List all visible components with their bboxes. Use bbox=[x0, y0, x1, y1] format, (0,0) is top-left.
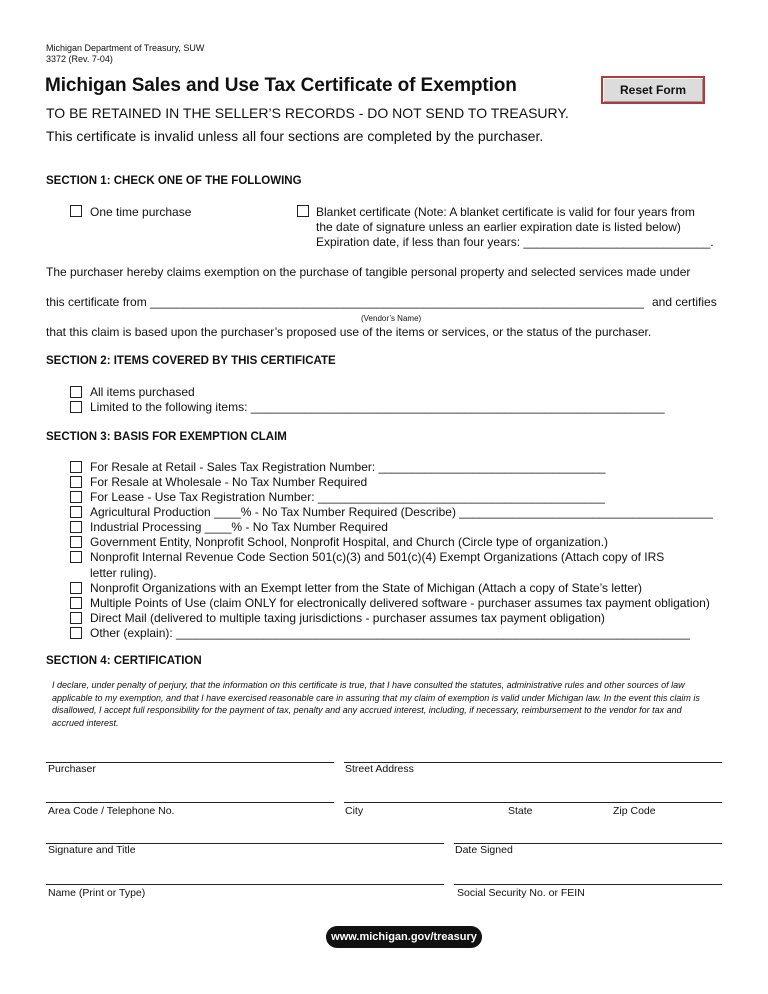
date-signed-label: Date Signed bbox=[455, 844, 513, 856]
signature-label: Signature and Title bbox=[48, 844, 136, 856]
purchaser-label: Purchaser bbox=[48, 763, 96, 775]
section3-heading: SECTION 3: BASIS FOR EXEMPTION CLAIM bbox=[46, 431, 287, 443]
ssn-fein-label: Social Security No. or FEIN bbox=[457, 887, 585, 899]
name-line[interactable] bbox=[46, 884, 444, 885]
name-label: Name (Print or Type) bbox=[48, 887, 146, 899]
phone-label: Area Code / Telephone No. bbox=[48, 805, 175, 817]
section4-heading: SECTION 4: CERTIFICATION bbox=[46, 655, 202, 667]
claim-text-2: and certifies bbox=[652, 295, 717, 309]
direct-mail-label: Direct Mail (delivered to multiple taxing jurisdictions - purchaser assumes tax payment obligation) bbox=[90, 611, 605, 625]
vendor-name-caption: (Vendor’s Name) bbox=[361, 314, 422, 323]
industrial-checkbox[interactable] bbox=[70, 521, 82, 533]
phone-line[interactable] bbox=[46, 802, 334, 803]
zip-label: Zip Code bbox=[613, 805, 656, 817]
lease-label: For Lease - Use Tax Registration Number: ___________________________________________ bbox=[90, 490, 605, 504]
agricultural-label: Agricultural Production ____% - No Tax Number Required (Describe) ______________________________________ bbox=[90, 505, 713, 519]
state-label: State bbox=[508, 805, 533, 817]
all-items-checkbox[interactable] bbox=[70, 386, 82, 398]
blanket-note: the date of signature unless an earlier expiration date is listed below) bbox=[316, 220, 681, 234]
street-address-label: Street Address bbox=[345, 763, 414, 775]
section1-heading: SECTION 1: CHECK ONE OF THE FOLLOWING bbox=[46, 175, 302, 187]
multiple-points-label: Multiple Points of Use (claim ONLY for electronically delivered software - purchaser assumes tax payment obligation) bbox=[90, 596, 710, 610]
resale-retail-checkbox[interactable] bbox=[70, 461, 82, 473]
resale-wholesale-label: For Resale at Wholesale - No Tax Number Required bbox=[90, 475, 368, 489]
all-items-label: All items purchased bbox=[90, 385, 195, 399]
lease-checkbox[interactable] bbox=[70, 491, 82, 503]
nonprofit-irc-label-cont: letter ruling). bbox=[90, 566, 157, 580]
direct-mail-checkbox[interactable] bbox=[70, 612, 82, 624]
invalid-notice: This certificate is invalid unless all four sections are completed by the purchaser. bbox=[46, 128, 544, 144]
nonprofit-state-checkbox[interactable] bbox=[70, 582, 82, 594]
claim-text-1: The purchaser hereby claims exemption on the purchase of tangible personal property and selected services made under bbox=[46, 265, 691, 279]
page-title: Michigan Sales and Use Tax Certificate of Exemption bbox=[45, 75, 517, 96]
nonprofit-irc-checkbox[interactable] bbox=[70, 551, 82, 563]
government-checkbox[interactable] bbox=[70, 536, 82, 548]
one-time-purchase-checkbox[interactable] bbox=[70, 205, 82, 217]
other-field[interactable]: Other (explain): _____________________________________________________________________________ bbox=[90, 626, 690, 640]
department-name: Michigan Department of Treasury, SUW bbox=[46, 43, 205, 53]
resale-wholesale-checkbox[interactable] bbox=[70, 476, 82, 488]
vendor-name-field[interactable]: this certificate from __________________________________________________________________________ bbox=[46, 295, 644, 309]
limited-items-checkbox[interactable] bbox=[70, 401, 82, 413]
blanket-certificate-label: Blanket certificate (Note: A blanket certificate is valid for four years from bbox=[316, 205, 695, 219]
resale-retail-label: For Resale at Retail - Sales Tax Registration Number: __________________________________ bbox=[90, 460, 606, 474]
other-checkbox[interactable] bbox=[70, 627, 82, 639]
city-label: City bbox=[345, 805, 364, 817]
limited-items-field[interactable]: Limited to the following items: ______________________________________________________________ bbox=[90, 400, 665, 414]
ssn-fein-line[interactable] bbox=[454, 884, 722, 885]
city-state-zip-line[interactable] bbox=[344, 802, 722, 803]
retain-notice: TO BE RETAINED IN THE SELLER’S RECORDS - DO NOT SEND TO TREASURY. bbox=[46, 105, 569, 121]
multiple-points-checkbox[interactable] bbox=[70, 597, 82, 609]
blanket-certificate-checkbox[interactable] bbox=[297, 205, 309, 217]
treasury-url-badge: www.michigan.gov/treasury bbox=[326, 926, 482, 948]
industrial-label: Industrial Processing ____% - No Tax Number Required bbox=[90, 520, 388, 534]
claim-text-3: that this claim is based upon the purchaser’s proposed use of the items or services, or the status of the purchaser. bbox=[46, 325, 652, 339]
government-label: Government Entity, Nonprofit School, Nonprofit Hospital, and Church (Circle type of organization.) bbox=[90, 535, 609, 549]
nonprofit-irc-label: Nonprofit Internal Revenue Code Section 501(c)(3) and 501(c)(4) Exempt Organizations (Attach copy of IRS bbox=[90, 550, 665, 564]
agricultural-checkbox[interactable] bbox=[70, 506, 82, 518]
form-revision: 3372 (Rev. 7-04) bbox=[46, 54, 113, 64]
one-time-purchase-label: One time purchase bbox=[90, 205, 192, 219]
section2-heading: SECTION 2: ITEMS COVERED BY THIS CERTIFICATE bbox=[46, 355, 336, 367]
declaration-text: I declare, under penalty of perjury, that the information on this certificate is true, that I have consulted the statutes, administrative rules and other sources of law applicable to my exemption, and that I have exercised reasonable care in assuring that my claim of exemption is valid under Michigan law. In the event this claim is disallowed, I accept full responsibility for the payment of tax, penalty and any accrued interest, including, if necessary, reimbursement to the vendor for tax and accrued interest. bbox=[52, 680, 700, 728]
nonprofit-state-label: Nonprofit Organizations with an Exempt letter from the State of Michigan (Attach a copy of State’s letter) bbox=[90, 581, 643, 595]
reset-form-button[interactable]: Reset Form bbox=[601, 76, 705, 104]
expiration-date-field[interactable]: Expiration date, if less than four years: ____________________________. bbox=[316, 235, 714, 249]
